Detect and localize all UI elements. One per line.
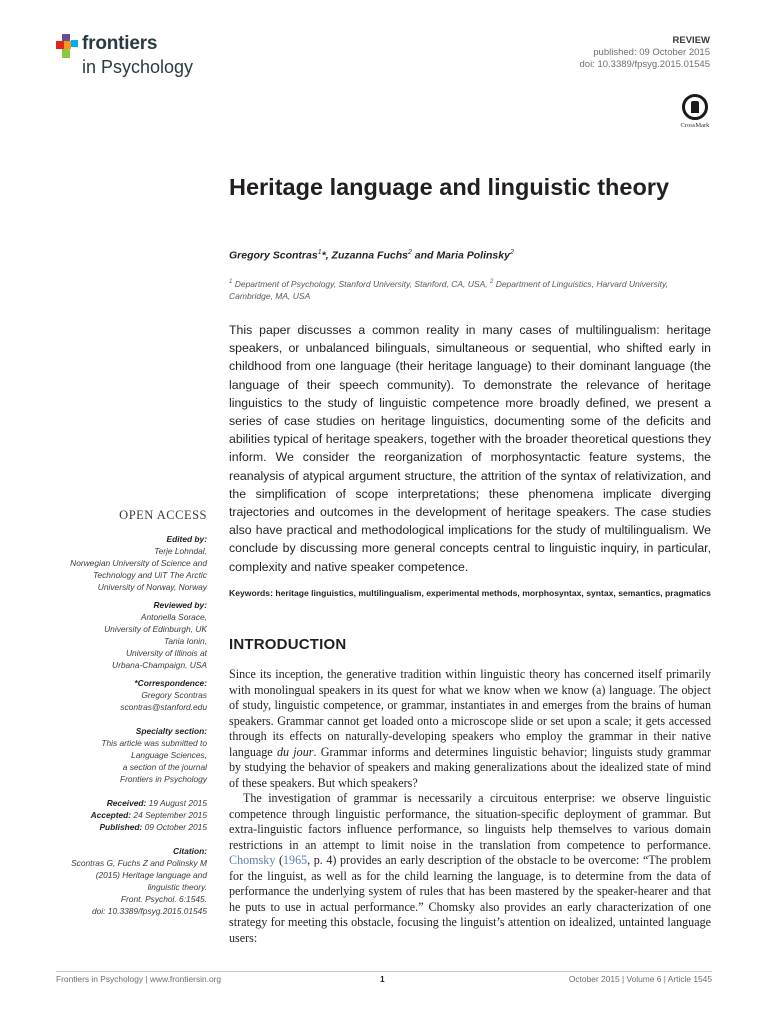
edited-by-section — [17, 533, 207, 593]
introduction-body — [229, 667, 711, 946]
author-affil-sup: 2 — [407, 249, 412, 256]
author-separator: and — [411, 249, 437, 262]
journal-logo[interactable] — [56, 31, 216, 81]
paragraph-text: Since its inception, the generative tradition within linguistic theory has concerned itself primarily with monolingual speakers in its quest for what we know when we know (a) language. The object of study, linguistic competence, or grammar, instantiates in and emerges from the brains of human speakers. Grammar cannot get loaded onto a microscope slide or set upon a scale; it gets accessed through its effects on naturally-developing speakers who employ the grammar in their native language — [229, 667, 711, 759]
crossmark-badge[interactable] — [678, 94, 712, 138]
sidebar-line: Scontras G, Fuchs Z and Polinsky M — [71, 858, 207, 868]
accepted-label: Accepted: — [90, 810, 132, 820]
published-value: 09 October 2015 — [142, 822, 207, 832]
specialty-section — [17, 725, 207, 785]
article-meta — [580, 35, 710, 71]
sidebar-line: University of Norway, Norway — [97, 582, 207, 592]
published-date-sidebar — [17, 821, 207, 833]
specialty-label: Specialty section: — [135, 726, 207, 736]
article-doi[interactable]: doi: 10.3389/fpsyg.2015.01545 — [579, 59, 710, 70]
citation-label: Citation: — [173, 846, 207, 856]
correspondence-section — [17, 677, 207, 713]
author-separator: , — [325, 249, 332, 262]
citation-link[interactable]: Chomsky — [229, 853, 276, 867]
paragraph — [229, 791, 711, 946]
accepted-value: 24 September 2015 — [131, 810, 207, 820]
sidebar-line: linguistic theory. — [147, 882, 207, 892]
sidebar-line: Norwegian University of Science and — [70, 558, 207, 568]
received-label: Received: — [106, 798, 147, 808]
paragraph-text: The investigation of grammar is necessarily a circuitous enterprise: we observe linguistic competence through linguistic performance, the situation-specific deployment of grammar. But extra-linguistic factors influence performance, so linguists help themselves to various domain restrictions in an attempt to limit noise in the translation from competence to performance. — [229, 791, 711, 852]
affil-text: Department of Linguistics, Harvard University, Cambridge, MA, USA — [229, 278, 668, 301]
paragraph — [229, 667, 711, 791]
emphasis: du jour — [276, 744, 314, 759]
reviewed-by-section — [17, 599, 207, 671]
sidebar-line: Urbana-Champaign, USA — [112, 660, 207, 670]
sidebar-line[interactable]: Terje Lohndal, — [154, 546, 207, 556]
page-number: 1 — [380, 974, 385, 984]
sidebar-line: University of Edinburgh, UK — [104, 624, 207, 634]
sidebar-line: Technology and UiT The Arctic — [93, 570, 207, 580]
correspondence-mark: * — [321, 249, 326, 262]
paragraph-text: , p. 4) provides an early description of the obstacle to be overcome: “The problem for the linguist, as well as for the child learning the language, is to determine from the data of performance the underlying system of rules that has been mastered by the speaker-hearer and that he puts to use in actual performance.” Chomsky also provides an early characterization of one strategy for meeting this obstacle, focusing the linguist’s attention on idealized, untainted language users: — [229, 853, 711, 945]
sidebar-line: Language Sciences, — [131, 750, 207, 760]
author-name[interactable]: Gregory Scontras — [229, 249, 318, 262]
sidebar-line: Frontiers in Psychology — [119, 774, 207, 784]
affil-sup: 2 — [489, 279, 494, 285]
author-affil-sup: 2 — [509, 249, 514, 256]
sidebar-line[interactable]: Tania Ionin, — [164, 636, 207, 646]
frontiers-logo-icon — [56, 34, 78, 58]
open-access-label: OPEN ACCESS — [119, 508, 207, 522]
received-date — [17, 797, 207, 809]
keywords: Keywords: heritage linguistics, multilingualism, experimental methods, morphosyntax, syntax, semantics, pragmatics — [229, 588, 711, 598]
logo-brand: frontiers — [82, 33, 158, 54]
sidebar-line: University of Illinois at — [126, 648, 207, 658]
crossmark-icon — [682, 94, 708, 120]
reviewed-by-label: Reviewed by: — [153, 600, 207, 610]
accepted-date — [17, 809, 207, 821]
affil-text: Department of Psychology, Stanford University, Stanford, CA, USA, — [232, 278, 490, 289]
author-list — [229, 249, 514, 262]
published-label: Published: — [99, 822, 143, 832]
article-type: REVIEW — [672, 35, 710, 46]
correspondence-label: *Correspondence: — [134, 678, 207, 688]
affil-sup: 1 — [229, 279, 233, 285]
dates-section — [17, 797, 207, 833]
logo-journal: in Psychology — [82, 57, 194, 77]
edited-by-label: Edited by: — [166, 534, 207, 544]
author-affil-sup: 1 — [317, 249, 322, 256]
sidebar-line: a section of the journal — [122, 762, 207, 772]
article-title: Heritage language and linguistic theory — [229, 174, 670, 200]
sidebar-line: (2015) Heritage language and — [95, 870, 207, 880]
crossmark-label: CrossMark — [680, 122, 710, 129]
sidebar-line: This article was submitted to — [101, 738, 207, 748]
email-link[interactable]: scontras@stanford.edu — [120, 702, 207, 712]
sidebar-line: Gregory Scontras — [141, 690, 207, 700]
sidebar-line: Front. Psychol. 6:1545. — [120, 894, 207, 904]
footer-journal-link[interactable]: Frontiers in Psychology | www.frontiersin.org — [56, 974, 222, 984]
abstract: This paper discusses a common reality in many cases of multilingualism: heritage speakers, or unbalanced bilinguals, simultaneous or sequential, who shifted early in childhood from one language (their heritage language) to their dominant language (the language of their speech community). To demonstrate the relevance of heritage linguistics to the study of linguistic competence more broadly defined, we present a series of case studies on heritage linguistics, documenting some of the deficits and abilities typical of heritage speakers, together with the broader theoretical questions they inform. We consider the reorganization of morphosyntactic feature systems, the reanalysis of atypical argument structure, the attrition of the syntax of relativization, and the simplification of scope interpretations; these phenomena implicate diverging trajectories and outcomes in the development of heritage speakers. The case studies also have practical and methodological implications for the study of multilingualism. We conclude by discussing more general concepts central to linguistic inquiry, in particular, complexity and native speaker competence. — [229, 323, 711, 574]
citation-doi-link[interactable]: doi: 10.3389/fpsyg.2015.01545 — [91, 906, 207, 916]
footer-rule — [56, 971, 712, 972]
author-name[interactable]: Maria Polinsky — [436, 249, 510, 262]
author-name[interactable]: Zuzanna Fuchs — [331, 249, 408, 262]
footer-issue-info: October 2015 | Volume 6 | Article 1545 — [568, 974, 712, 984]
section-heading-introduction: INTRODUCTION — [229, 636, 347, 653]
sidebar-line[interactable]: Antonella Sorace, — [140, 612, 207, 622]
citation-section — [17, 845, 207, 917]
paragraph-text: . Grammar informs and determines linguistic behavior; linguists study grammar by studying the behavior of speakers and making generalizations about the idealized state of mind of these speakers. But which speakers? — [229, 744, 711, 790]
published-date: published: 09 October 2015 — [593, 47, 710, 58]
citation-year-link[interactable]: 1965 — [282, 853, 308, 867]
affiliations — [229, 276, 709, 302]
paragraph-text: ( — [275, 853, 283, 867]
article-info-sidebar — [17, 533, 207, 923]
received-value: 19 August 2015 — [146, 798, 207, 808]
